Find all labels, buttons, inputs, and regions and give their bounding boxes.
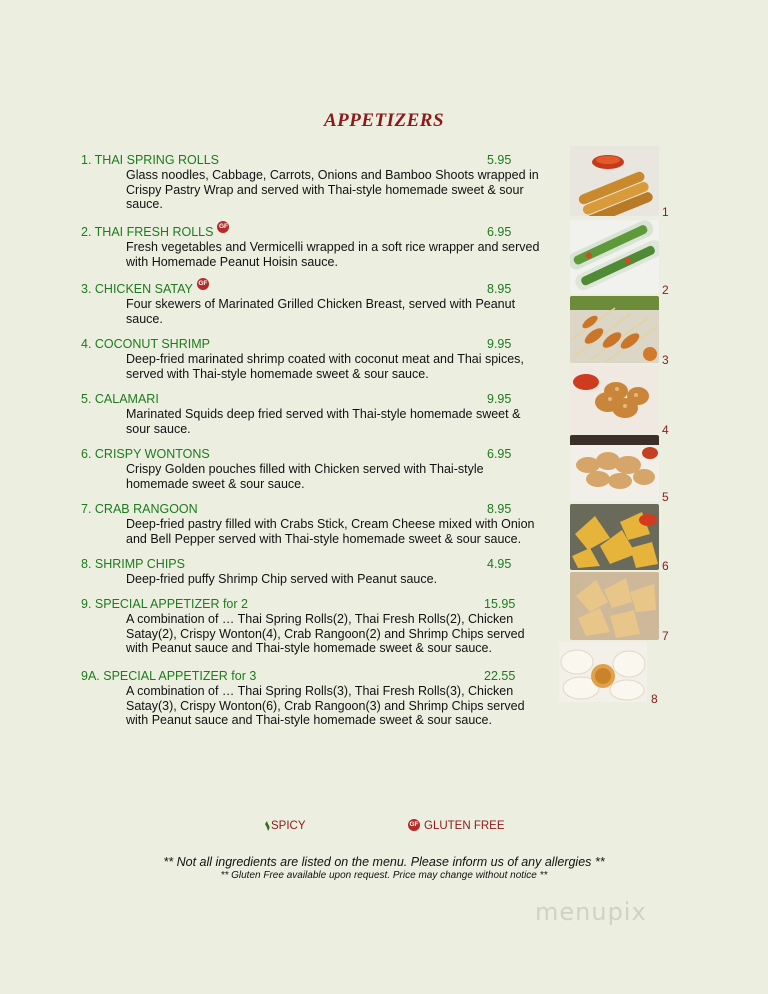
menu-item	[81, 282, 541, 326]
menu-item	[81, 337, 541, 381]
item-name: 8. SHRIMP CHIPS	[81, 557, 185, 571]
photo-number: 3	[662, 353, 669, 367]
spicy-legend	[265, 820, 306, 832]
gluten-free-label: GLUTEN FREE	[424, 820, 505, 832]
menu-item	[81, 447, 541, 491]
crispy-wontons-photo	[570, 504, 659, 570]
gluten-free-icon: GF	[197, 278, 209, 290]
item-price: 9.95	[487, 337, 512, 351]
photo-number: 5	[662, 490, 669, 504]
menu-item	[81, 225, 541, 269]
item-price: 6.95	[487, 447, 512, 461]
watermark-logo: menupix	[535, 898, 647, 926]
calamari-photo	[570, 435, 659, 501]
gluten-free-note: ** Gluten Free available upon request. Price may change without notice **	[220, 870, 548, 881]
item-name: 9. SPECIAL APPETIZER for 2	[81, 597, 248, 611]
item-price: 15.95	[484, 597, 516, 611]
crab-rangoon-photo	[570, 572, 659, 640]
shrimp-chips-photo	[559, 642, 647, 702]
page-title: APPETIZERS	[323, 110, 445, 131]
gluten-free-legend	[408, 820, 505, 832]
item-description: A combination of … Thai Spring Rolls(3), Thai Fresh Rolls(3), Chicken Satay(3), Crispy Wonton(6), Crab Rangoon(3) and Shrimp Chips served with Peanut sauce and Thai-style homemade sweet & sour sauce.	[126, 684, 525, 728]
menu-item	[81, 392, 541, 436]
item-description: Crispy Golden pouches filled with Chicken served with Thai-style homemade sweet & sour sauce.	[126, 462, 484, 491]
item-name: 6. CRISPY WONTONS	[81, 447, 210, 461]
chicken-satay-photo	[570, 296, 659, 363]
item-description: Deep-fried marinated shrimp coated with coconut meat and Thai spices, served with Thai-style homemade sweet & sour sauce.	[126, 352, 524, 381]
photo-number: 2	[662, 283, 669, 297]
item-price: 8.95	[487, 502, 512, 516]
item-price: 6.95	[487, 225, 512, 239]
item-name: 7. CRAB RANGOON	[81, 502, 198, 516]
item-price: 22.55	[484, 669, 516, 683]
item-name: 2. THAI FRESH ROLLS	[81, 225, 214, 239]
item-name: 1. THAI SPRING ROLLS	[81, 153, 220, 167]
item-price: 5.95	[487, 153, 512, 167]
gluten-free-icon: GF	[217, 221, 229, 233]
photo-number: 8	[651, 692, 658, 706]
item-description: Glass noodles, Cabbage, Carrots, Onions and Bamboo Shoots wrapped in Crispy Pastry Wrap and served with Thai-style homemade sweet & sour sauce.	[126, 168, 539, 212]
item-price: 4.95	[487, 557, 512, 571]
coconut-shrimp-photo	[570, 366, 659, 433]
menu-item	[81, 669, 541, 728]
item-name: 5. CALAMARI	[81, 392, 159, 406]
item-description: Deep-fried pastry filled with Crabs Stick, Cream Cheese mixed with Onion and Bell Pepper served with Thai-style homemade sweet & sour sauce.	[126, 517, 535, 546]
gluten-free-icon: GF	[408, 819, 420, 831]
photo-number: 1	[662, 205, 669, 219]
item-name: 3. CHICKEN SATAY	[81, 282, 193, 296]
photo-number: 6	[662, 559, 669, 573]
menu-item	[81, 502, 541, 546]
menu-item	[81, 597, 541, 656]
spring-rolls-photo	[570, 146, 659, 216]
photo-number: 4	[662, 423, 669, 437]
item-description: A combination of … Thai Spring Rolls(2), Thai Fresh Rolls(2), Chicken Satay(2), Crispy Wonton(4), Crab Rangoon(2) and Shrimp Chips served with Peanut sauce and Thai-style homemade sweet & sour sauce.	[126, 612, 525, 656]
item-description: Deep-fried puffy Shrimp Chip served with Peanut sauce.	[126, 572, 438, 586]
allergy-note: ** Not all ingredients are listed on the menu. Please inform us of any allergies **	[163, 855, 605, 869]
item-price: 8.95	[487, 282, 512, 296]
spicy-label: SPICY	[271, 820, 306, 832]
item-price: 9.95	[487, 392, 512, 406]
item-name: 9A. SPECIAL APPETIZER for 3	[81, 669, 257, 683]
item-description: Marinated Squids deep fried served with Thai-style homemade sweet & sour sauce.	[126, 407, 521, 436]
fresh-rolls-photo	[570, 220, 659, 294]
menu-item	[81, 557, 541, 587]
photo-number: 7	[662, 629, 669, 643]
menu-item	[81, 153, 541, 212]
item-description: Four skewers of Marinated Grilled Chicken Breast, served with Peanut sauce.	[126, 297, 516, 326]
item-name: 4. COCONUT SHRIMP	[81, 337, 210, 351]
item-description: Fresh vegetables and Vermicelli wrapped in a soft rice wrapper and served with Homemade Peanut Hoisin sauce.	[126, 240, 540, 269]
